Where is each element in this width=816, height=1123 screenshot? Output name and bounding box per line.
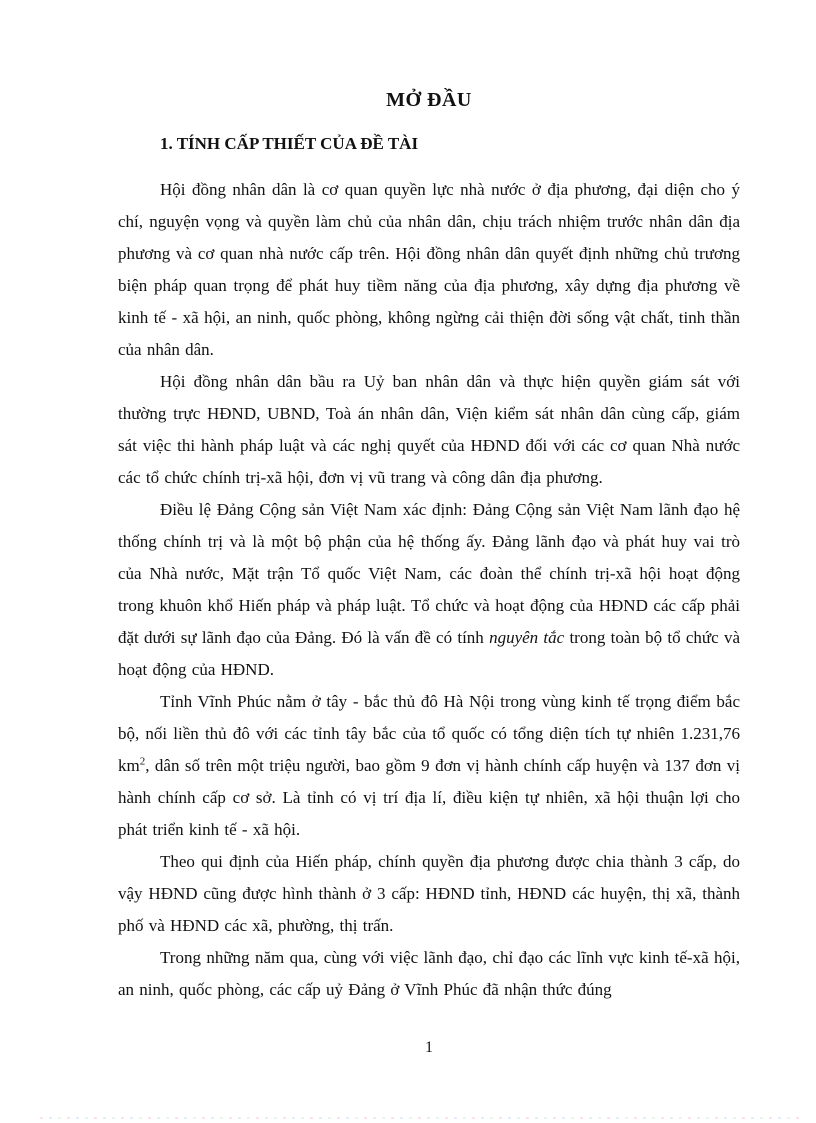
- paragraph-recent-years: Trong những năm qua, cùng với việc lãnh đạo, chỉ đạo các lĩnh vực kinh tế-xã hội, an ninh, quốc phòng, các cấp uỷ Đảng ở Vĩnh Phúc đã nhận thức đúng: [118, 948, 740, 999]
- scan-artifact-dots: [40, 1117, 804, 1119]
- paragraph-hdnd-election-supervision: Hội đồng nhân dân bầu ra Uỷ ban nhân dân và thực hiện quyền giám sát với thường trực HĐND, UBND, Toà án nhân dân, Viện kiểm sát nhân dân cùng cấp, giám sát việc thi hành pháp luật và các nghị quyết của HĐND đối với các cơ quan Nhà nước các tổ chức chính trị-xã hội, đơn vị vũ trang và công dân địa phương.: [118, 372, 740, 487]
- paragraph-vinh-phuc-province: Tỉnh Vĩnh Phúc nằm ở tây - bắc thủ đô Hà Nội trong vùng kinh tế trọng điểm bắc bộ, nối liền thủ đô với các tỉnh tây bắc của tổ quốc có tổng diện tích tự nhiên 1.231,76 $km^2$, dân số trên một triệu người, bao gồm 9 đơn vị hành chính cấp huyện và 137 đơn vị hành chính cấp cơ sở. Là tỉnh có vị trí địa lí, điều kiện tự nhiên, xã hội thuận lợi cho phát triển kinh tế - xã hội.: [118, 692, 740, 839]
- paragraph-party-charter: Điều lệ Đảng Cộng sản Việt Nam xác định: Đảng Cộng sản Việt Nam lãnh đạo hệ thống chính trị và là một bộ phận của hệ thống ấy. Đảng lãnh đạo và phát huy vai trò của Nhà nước, Mặt trận Tổ quốc Việt Nam, các đoàn thể chính trị-xã hội hoạt động trong khuôn khổ Hiến pháp và pháp luật. Tổ chức và hoạt động của HĐND các cấp phải đặt dưới sự lãnh đạo của Đảng. Đó là vấn đề có tính nguyên tắc trong toàn bộ tổ chức và hoạt động của HĐND.: [118, 500, 740, 679]
- section-heading: 1. TÍNH CẤP THIẾT CỦA ĐỀ TÀI: [160, 134, 419, 153]
- document-content: [118, 86, 740, 1006]
- page-number: 1: [425, 1039, 433, 1056]
- paragraph-hdnd-role: Hội đồng nhân dân là cơ quan quyền lực nhà nước ở địa phương, đại diện cho ý chí, nguyện vọng và quyền làm chủ của nhân dân, chịu trách nhiệm trước nhân dân địa phương và cơ quan nhà nước cấp trên. Hội đồng nhân dân quyết định những chủ trương biện pháp quan trọng để phát huy tiềm năng của địa phương, xây dựng địa phương về kinh tế - xã hội, an ninh, quốc phòng, không ngừng cải thiện đời sống vật chất, tinh thần của nhân dân.: [118, 180, 740, 359]
- page-title: MỞ ĐẦU: [386, 89, 472, 111]
- paragraph-constitution-levels: Theo qui định của Hiến pháp, chính quyền địa phương được chia thành 3 cấp, do vậy HĐND cũng được hình thành ở 3 cấp: HĐND tỉnh, HĐND các huyện, thị xã, thành phố và HĐND các xã, phường, thị trấn.: [118, 852, 740, 935]
